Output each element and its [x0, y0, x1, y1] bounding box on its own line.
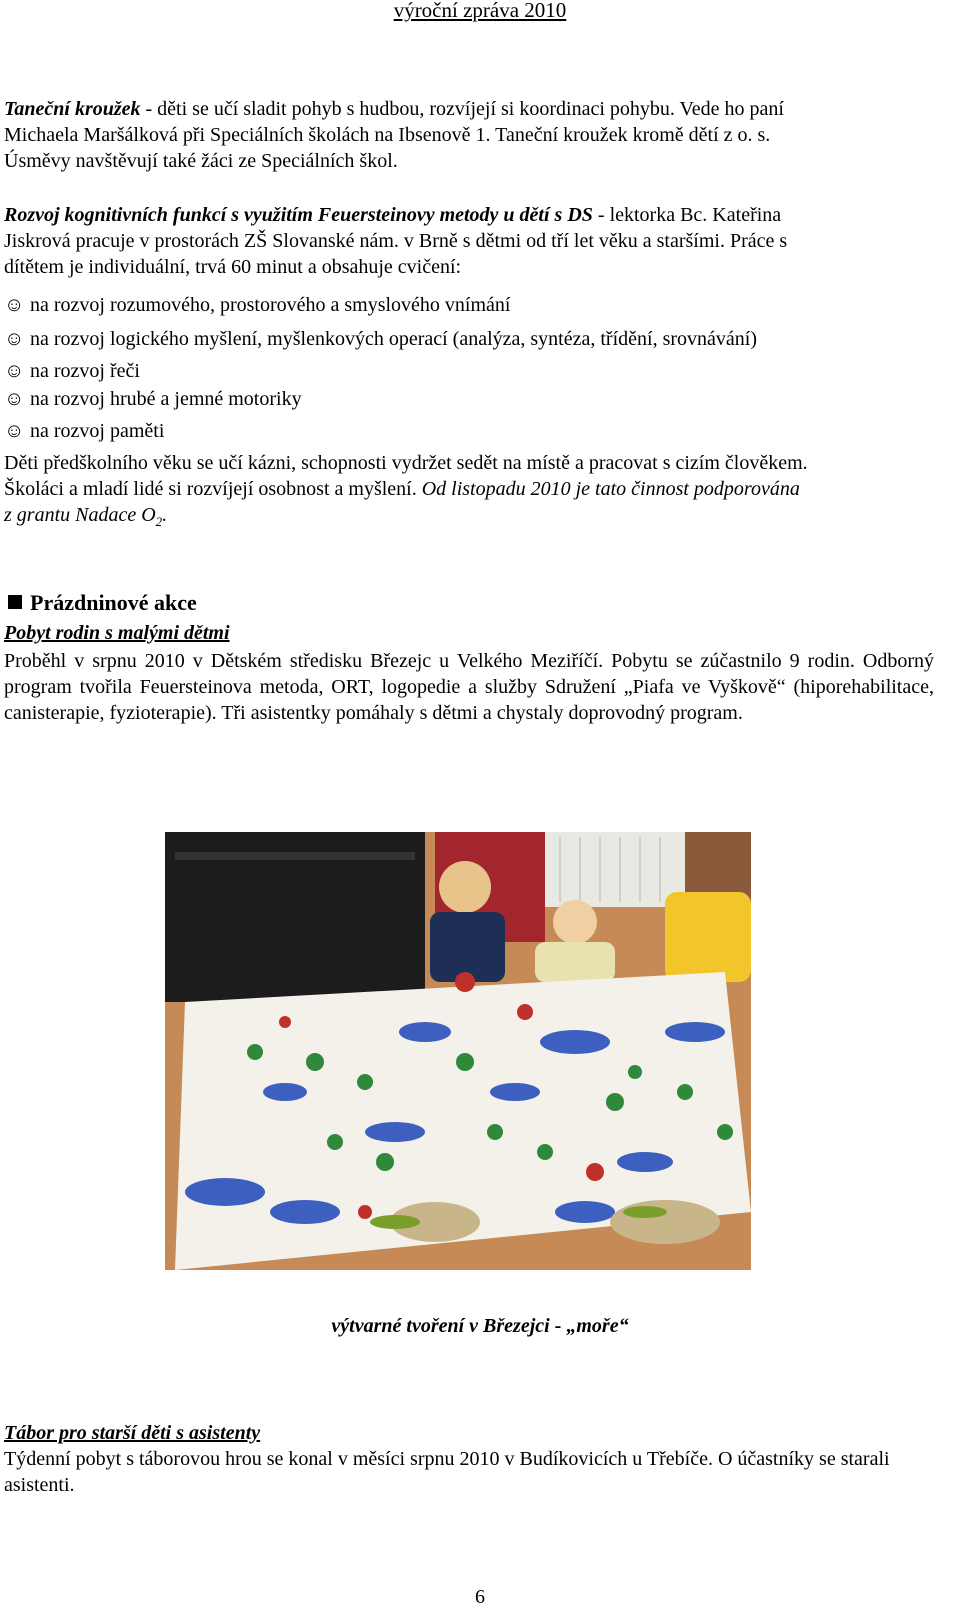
square-bullet-icon — [8, 595, 22, 609]
holiday-heading-text: Prázdninové akce — [30, 590, 197, 615]
camp-section — [4, 1420, 934, 1498]
holiday-heading — [4, 590, 934, 620]
list-item — [4, 418, 934, 444]
smiley-icon: ☺ — [4, 420, 25, 442]
photo-caption: výtvarné tvoření v Březejci - „moře“ — [331, 1315, 629, 1337]
cognitive-text-line3: dítětem je individuální, trvá 60 minut a obsahuje cvičení: — [4, 256, 462, 278]
list-item-text: na rozvoj hrubé a jemné motoriky — [30, 388, 302, 410]
dance-text-line1: - děti se učí sladit pohyb s hudbou, rozvíjejí si koordinaci pohybu. Vede ho paní — [140, 98, 784, 120]
list-item — [4, 358, 934, 386]
page-number: 6 — [475, 1586, 485, 1608]
list-item — [4, 326, 934, 358]
cognitive-text-line1: - lektorka Bc. Kateřina — [592, 204, 782, 226]
cognitive-section — [4, 202, 934, 280]
cognitive-para-line2: Školáci a mladí lidé si rozvíjejí osobnost a myšlení. — [4, 478, 417, 500]
grant-note: Od listopadu 2010 je tato činnost podporována — [416, 478, 800, 500]
camp-subheading: Tábor pro starší děti s asistenty — [4, 1422, 261, 1444]
page-header: výroční zpráva 2010 — [393, 0, 567, 22]
photo-sea-artwork — [165, 832, 751, 1270]
camp-text: Týdenní pobyt s táborovou hrou se konal v měsíci srpnu 2010 v Budíkovicích u Třebíče. O účastníky se starali asistenti. — [4, 1448, 890, 1496]
list-item — [4, 386, 934, 418]
cognitive-text-line2: Jiskrová pracuje v prostorách ZŠ Slovanské nám. v Brně s dětmi od tří let věku a staršími. Práce s — [4, 230, 788, 252]
grant-note-line2: z grantu Nadace O — [4, 504, 156, 526]
dance-title: Taneční kroužek — [4, 98, 141, 120]
list-item-text: na rozvoj paměti — [30, 420, 165, 442]
list-item-text: na rozvoj řeči — [30, 360, 140, 382]
family-stay-subheading: Pobyt rodin s malými dětmi — [4, 622, 230, 644]
cognitive-bullet-list — [4, 292, 934, 444]
smiley-icon: ☺ — [4, 328, 25, 350]
grant-subscript: 2 — [155, 514, 163, 529]
cognitive-para-line1: Děti předškolního věku se učí kázni, schopnosti vydržet sedět na místě a pracovat s cizím člověkem. — [4, 452, 808, 474]
list-item — [4, 292, 934, 326]
dance-text-line3: Úsměvy navštěvují také žáci ze Speciálních škol. — [4, 150, 398, 172]
photo-illustration — [165, 832, 751, 1270]
cognitive-paragraph — [4, 450, 934, 535]
holiday-section — [4, 590, 934, 726]
dance-section — [4, 96, 934, 174]
cognitive-title: Rozvoj kognitivních funkcí s využitím Feuersteinovy metody u dětí s DS — [4, 204, 593, 226]
list-item-text: na rozvoj logického myšlení, myšlenkových operací (analýza, syntéza, třídění, srovnávání) — [30, 328, 757, 350]
family-stay-text: Proběhl v srpnu 2010 v Dětském středisku Březejc u Velkého Meziříčí. Pobytu se zúčastnilo 9 rodin. Odborný program tvořila Feuersteinova metoda, ORT, logopedie a služby Sdružení „Piafa ve Vyškově“ (hiporehabilitace, canisterapie, fyzioterapie). Tři asistentky pomáhaly s dětmi a chystaly doprovodný program. — [4, 650, 934, 724]
smiley-icon: ☺ — [4, 360, 25, 382]
smiley-icon: ☺ — [4, 294, 25, 316]
dance-text-line2: Michaela Maršálková při Speciálních školách na Ibsenově 1. Taneční kroužek kromě dětí z o. s. — [4, 124, 771, 146]
smiley-icon: ☺ — [4, 388, 25, 410]
grant-end: . — [162, 504, 168, 526]
list-item-text: na rozvoj rozumového, prostorového a smyslového vnímání — [30, 294, 511, 316]
